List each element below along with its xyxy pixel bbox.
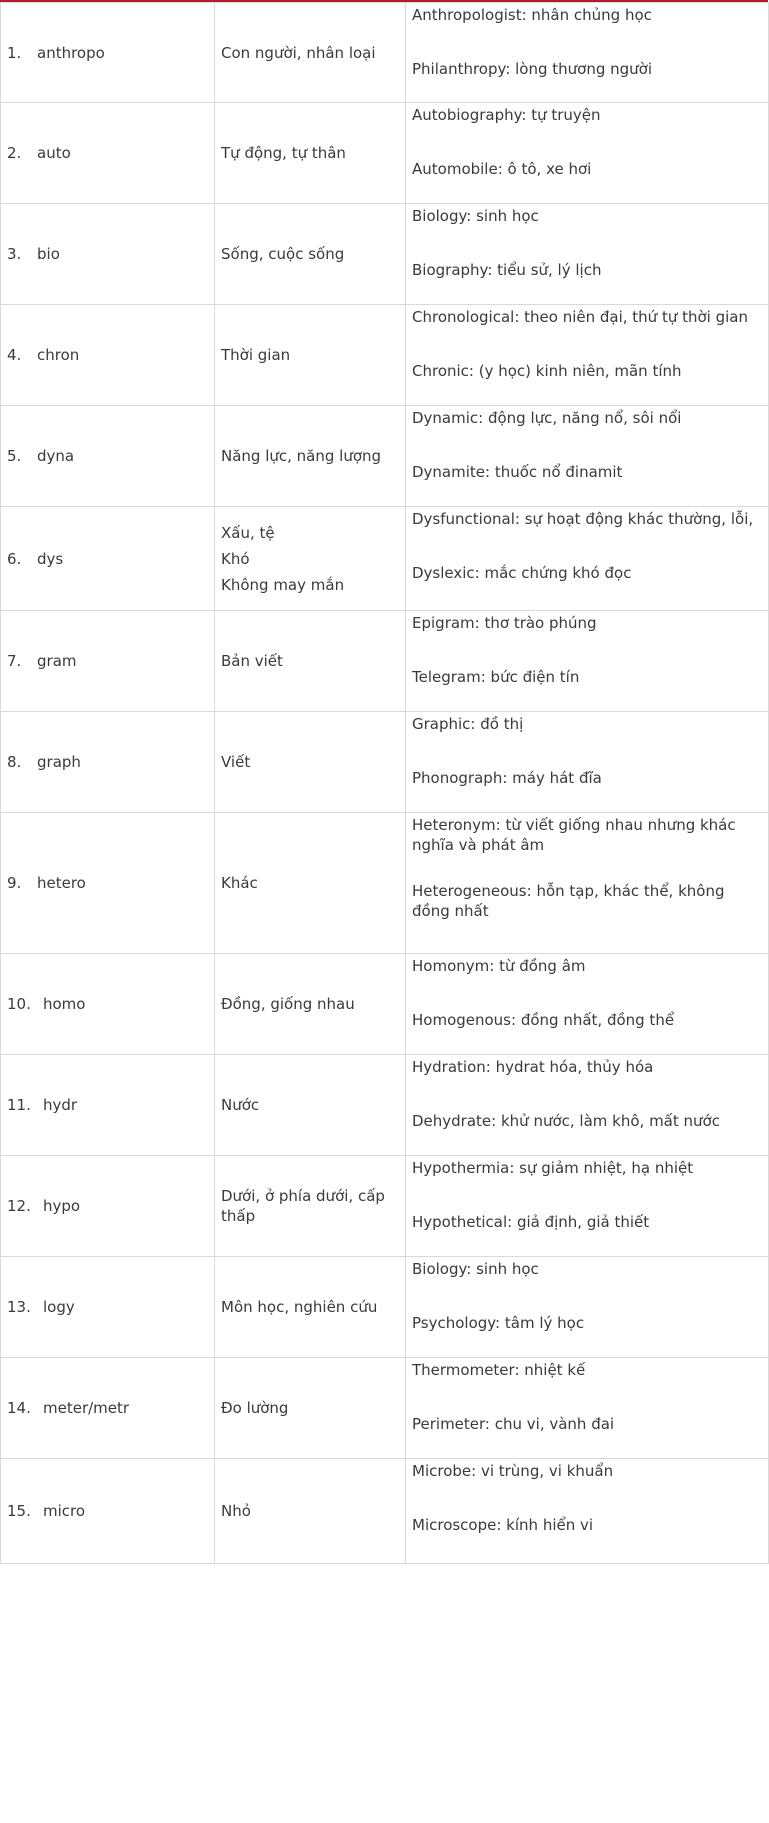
row-number: 11. (7, 1096, 31, 1114)
example: Chronic: (y học) kinh niên, mãn tính (412, 362, 682, 380)
table-row (1, 611, 769, 712)
root-cell (1, 3, 215, 103)
examples-cell (406, 712, 769, 813)
example: Automobile: ô tô, xe hơi (412, 160, 592, 178)
example: Phonograph: máy hát đĩa (412, 769, 602, 787)
table-row (1, 103, 769, 204)
root-cell (1, 954, 215, 1055)
root-cell (1, 1055, 215, 1156)
meaning-line: Xấu, tệ (221, 523, 275, 542)
example: Hypothermia: sự giảm nhiệt, hạ nhiệt (412, 1159, 694, 1177)
row-number: 9. (7, 874, 22, 892)
table-row (1, 204, 769, 305)
table-row (1, 305, 769, 406)
examples-cell (406, 1358, 769, 1459)
meaning-cell: Nước (215, 1055, 406, 1156)
examples-cell (406, 1459, 769, 1564)
table-row (1, 1459, 769, 1564)
example: Dynamite: thuốc nổ đinamit (412, 463, 623, 481)
example: Perimeter: chu vi, vành đai (412, 1415, 615, 1433)
meaning-cell: Dưới, ở phía dưới, cấp thấp (215, 1156, 406, 1257)
root-cell (1, 204, 215, 305)
example: Epigram: thơ trào phúng (412, 614, 597, 632)
example: Anthropologist: nhân chủng học (412, 6, 652, 24)
examples-cell (406, 305, 769, 406)
root-word: micro (43, 1502, 86, 1520)
root-word: chron (37, 346, 80, 364)
row-number: 8. (7, 753, 22, 771)
examples-cell (406, 406, 769, 507)
meaning-cell: Con người, nhân loại (215, 3, 406, 103)
root-cell (1, 1459, 215, 1564)
table-row (1, 1358, 769, 1459)
meaning-cell: Nhỏ (215, 1459, 406, 1564)
root-cell (1, 406, 215, 507)
table-row (1, 712, 769, 813)
root-cell (1, 1257, 215, 1358)
row-number: 14. (7, 1399, 31, 1417)
example: Dysfunctional: sự hoạt động khác thường, lỗi, (412, 510, 754, 528)
root-word: bio (37, 245, 60, 263)
root-cell (1, 507, 215, 611)
example: Telegram: bức điện tín (412, 668, 580, 686)
example: Dehydrate: khử nước, làm khô, mất nước (412, 1112, 720, 1130)
example: Graphic: đồ thị (412, 715, 524, 733)
example: Heteronym: từ viết giống nhau nhưng khác nghĩa và phát âm (412, 816, 736, 854)
example: Autobiography: tự truyện (412, 106, 601, 124)
table-row (1, 507, 769, 611)
row-number: 2. (7, 144, 22, 162)
root-word: dyna (37, 447, 75, 465)
row-number: 7. (7, 652, 22, 670)
example: Hypothetical: giả định, giả thiết (412, 1213, 650, 1231)
root-word: homo (43, 995, 86, 1013)
meaning-cell (215, 507, 406, 611)
meaning-cell: Tự động, tự thân (215, 103, 406, 204)
root-cell (1, 103, 215, 204)
meaning-cell: Bản viết (215, 611, 406, 712)
example: Psychology: tâm lý học (412, 1314, 585, 1332)
meaning-cell: Khác (215, 813, 406, 954)
example: Heterogeneous: hỗn tạp, khác thể, không đồng nhất (412, 882, 725, 920)
row-number: 1. (7, 43, 22, 62)
meaning-cell: Môn học, nghiên cứu (215, 1257, 406, 1358)
examples-cell (406, 103, 769, 204)
root-word: meter/metr (43, 1399, 130, 1417)
root-cell (1, 712, 215, 813)
table-row (1, 954, 769, 1055)
examples-cell (406, 813, 769, 954)
word-roots-table (0, 2, 769, 1564)
examples-cell (406, 1257, 769, 1358)
root-word: graph (37, 753, 81, 771)
root-word: anthropo (37, 43, 105, 62)
root-word: hypo (43, 1197, 81, 1215)
root-cell (1, 305, 215, 406)
meaning-cell: Thời gian (215, 305, 406, 406)
example: Dyslexic: mắc chứng khó đọc (412, 564, 632, 582)
table-row (1, 3, 769, 103)
root-word: hydr (43, 1096, 78, 1114)
example: Hydration: hydrat hóa, thủy hóa (412, 1058, 654, 1076)
examples-cell (406, 507, 769, 611)
row-number: 15. (7, 1502, 31, 1520)
meaning-line: Không may mắn (221, 575, 345, 594)
table-row (1, 1257, 769, 1358)
examples-cell (406, 204, 769, 305)
meaning-line: Khó (221, 549, 250, 568)
root-word: logy (43, 1298, 75, 1316)
meaning-cell: Sống, cuộc sống (215, 204, 406, 305)
root-cell (1, 1358, 215, 1459)
table-row (1, 1156, 769, 1257)
meaning-cell: Đo lường (215, 1358, 406, 1459)
table-row (1, 406, 769, 507)
examples-cell (406, 1055, 769, 1156)
root-word: dys (37, 549, 64, 568)
row-number: 6. (7, 549, 22, 568)
example: Homonym: từ đồng âm (412, 957, 586, 975)
root-word: gram (37, 652, 77, 670)
example: Biology: sinh học (412, 1260, 539, 1278)
meaning-cell: Viết (215, 712, 406, 813)
root-cell (1, 813, 215, 954)
examples-cell (406, 1156, 769, 1257)
examples-cell (406, 611, 769, 712)
meaning-cell: Năng lực, năng lượng (215, 406, 406, 507)
meaning-cell: Đồng, giống nhau (215, 954, 406, 1055)
table-row (1, 813, 769, 954)
row-number: 13. (7, 1298, 31, 1316)
example: Microscope: kính hiển vi (412, 1516, 594, 1534)
example: Homogenous: đồng nhất, đồng thể (412, 1011, 675, 1029)
root-word: auto (37, 144, 71, 162)
root-cell (1, 1156, 215, 1257)
example: Microbe: vi trùng, vi khuẩn (412, 1462, 614, 1480)
example: Philanthropy: lòng thương người (412, 60, 653, 78)
table-row (1, 1055, 769, 1156)
row-number: 4. (7, 346, 22, 364)
example: Biology: sinh học (412, 207, 539, 225)
row-number: 5. (7, 447, 22, 465)
examples-cell (406, 3, 769, 103)
examples-cell (406, 954, 769, 1055)
example: Chronological: theo niên đại, thứ tự thời gian (412, 308, 749, 326)
root-word: hetero (37, 874, 86, 892)
root-cell (1, 611, 215, 712)
row-number: 10. (7, 995, 31, 1013)
row-number: 3. (7, 245, 22, 263)
row-number: 12. (7, 1197, 31, 1215)
example: Dynamic: động lực, năng nổ, sôi nổi (412, 409, 682, 427)
example: Biography: tiểu sử, lý lịch (412, 261, 602, 279)
example: Thermometer: nhiệt kế (412, 1361, 586, 1379)
